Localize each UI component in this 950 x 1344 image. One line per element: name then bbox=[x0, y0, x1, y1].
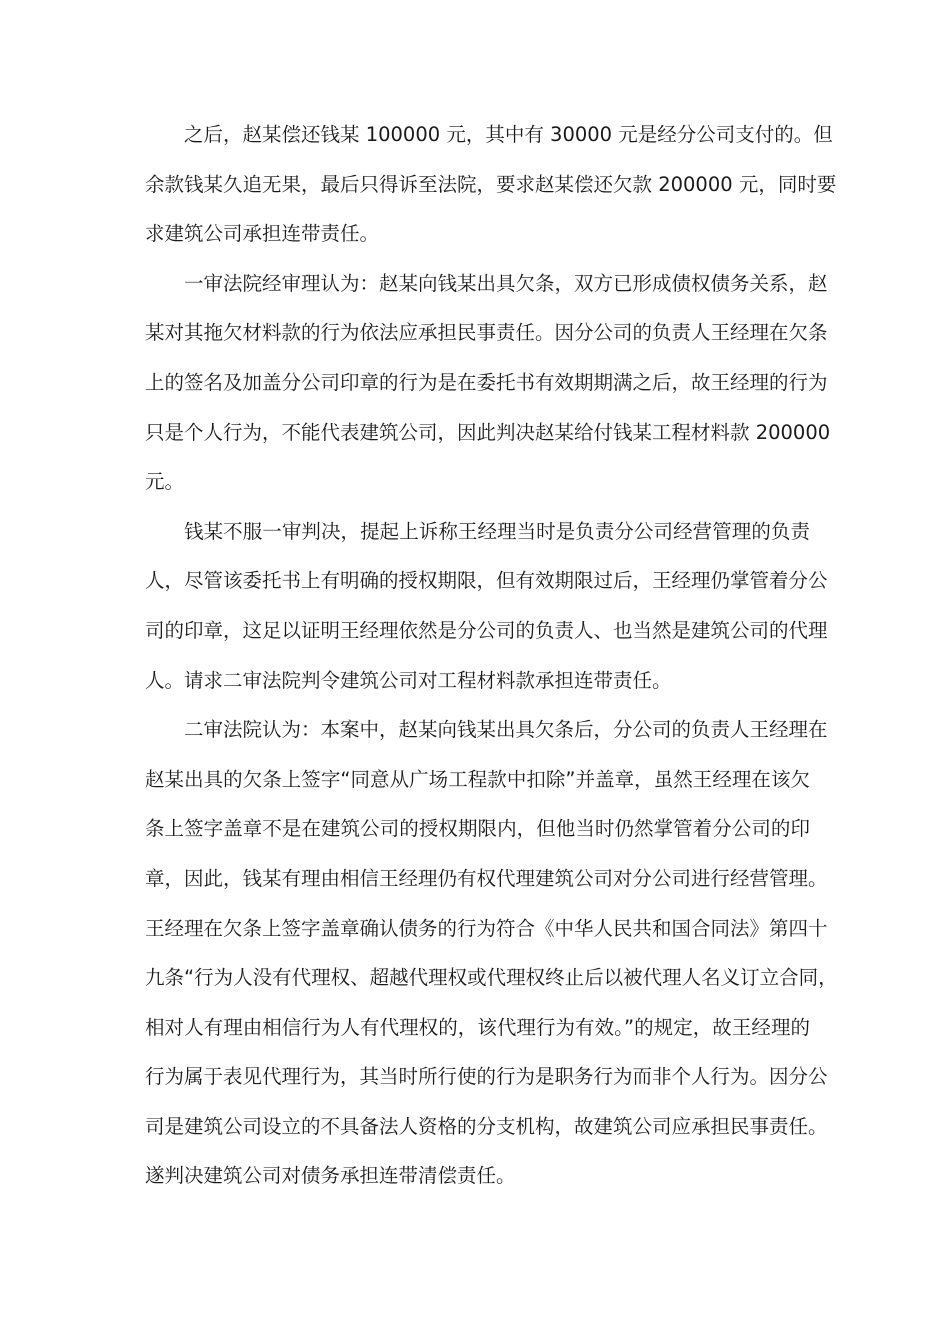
text-line: 章，因此，钱某有理由相信王经理仍有权代理建筑公司对分公司进行经营管理。 bbox=[145, 866, 828, 890]
text-line: 钱某不服一审判决，提起上诉称王经理当时是负责分公司经营管理的负责 bbox=[184, 519, 810, 543]
paragraph-4 bbox=[145, 705, 838, 1201]
paragraph-2 bbox=[145, 259, 831, 507]
text-line: 二审法院认为：本案中，赵某向钱某出具欠条后，分公司的负责人王经理在 bbox=[184, 718, 828, 742]
text-line: 人。请求二审法院判令建筑公司对工程材料款承担连带责任。 bbox=[145, 668, 672, 692]
text-line: 条上签字盖章不是在建筑公司的授权期限内，但他当时仍然掌管着分公司的印 bbox=[145, 817, 810, 841]
document-body bbox=[145, 110, 838, 1201]
text-line: 司的印章，这足以证明王经理依然是分公司的负责人、也当然是建筑公司的代理 bbox=[145, 618, 828, 642]
text-line: 人，尽管该委托书上有明确的授权期限，但有效期限过后，王经理仍掌管着分公 bbox=[145, 569, 828, 593]
text-line: 一审法院经审理认为：赵某向钱某出具欠条，双方已形成债权债务关系，赵 bbox=[184, 271, 828, 295]
text-line: 余款钱某久追无果，最后只得诉至法院，要求赵某偿还欠款 200000 元，同时要 bbox=[145, 172, 837, 196]
paragraph-3 bbox=[145, 507, 828, 705]
text-line: 司是建筑公司设立的不具备法人资格的分支机构，故建筑公司应承担民事责任。 bbox=[145, 1114, 828, 1138]
text-line: 求建筑公司承担连带责任。 bbox=[145, 222, 380, 246]
text-line: 只是个人行为，不能代表建筑公司，因此判决赵某给付钱某工程材料款 200000 bbox=[145, 420, 831, 444]
text-line: 王经理在欠条上签字盖章确认债务的行为符合《中华人民共和国合同法》第四十 bbox=[145, 916, 828, 940]
text-line: 元。 bbox=[145, 470, 185, 494]
paragraph-1 bbox=[145, 110, 837, 259]
text-line: 赵某出具的欠条上签字“同意从广场工程款中扣除”并盖章，虽然王经理在该欠 bbox=[145, 767, 810, 791]
text-line: 相对人有理由相信行为人有代理权的，该代理行为有效。”的规定，故王经理的 bbox=[145, 1015, 810, 1039]
text-line: 之后，赵某偿还钱某 100000 元，其中有 30000 元是经分公司支付的。但 bbox=[184, 123, 833, 146]
text-line: 行为属于表见代理行为，其当时所行使的行为是职务行为而非个人行为。因分公 bbox=[145, 1065, 828, 1089]
text-line: 九条“行为人没有代理权、超越代理权或代理权终止后以被代理人名义订立合同， bbox=[145, 966, 838, 990]
text-line: 某对其拖欠材料款的行为依法应承担民事责任。因分公司的负责人王经理在欠条 bbox=[145, 321, 828, 345]
text-line: 遂判决建筑公司对债务承担连带清偿责任。 bbox=[145, 1164, 516, 1188]
text-line: 上的签名及加盖分公司印章的行为是在委托书有效期期满之后，故王经理的行为 bbox=[145, 370, 828, 394]
